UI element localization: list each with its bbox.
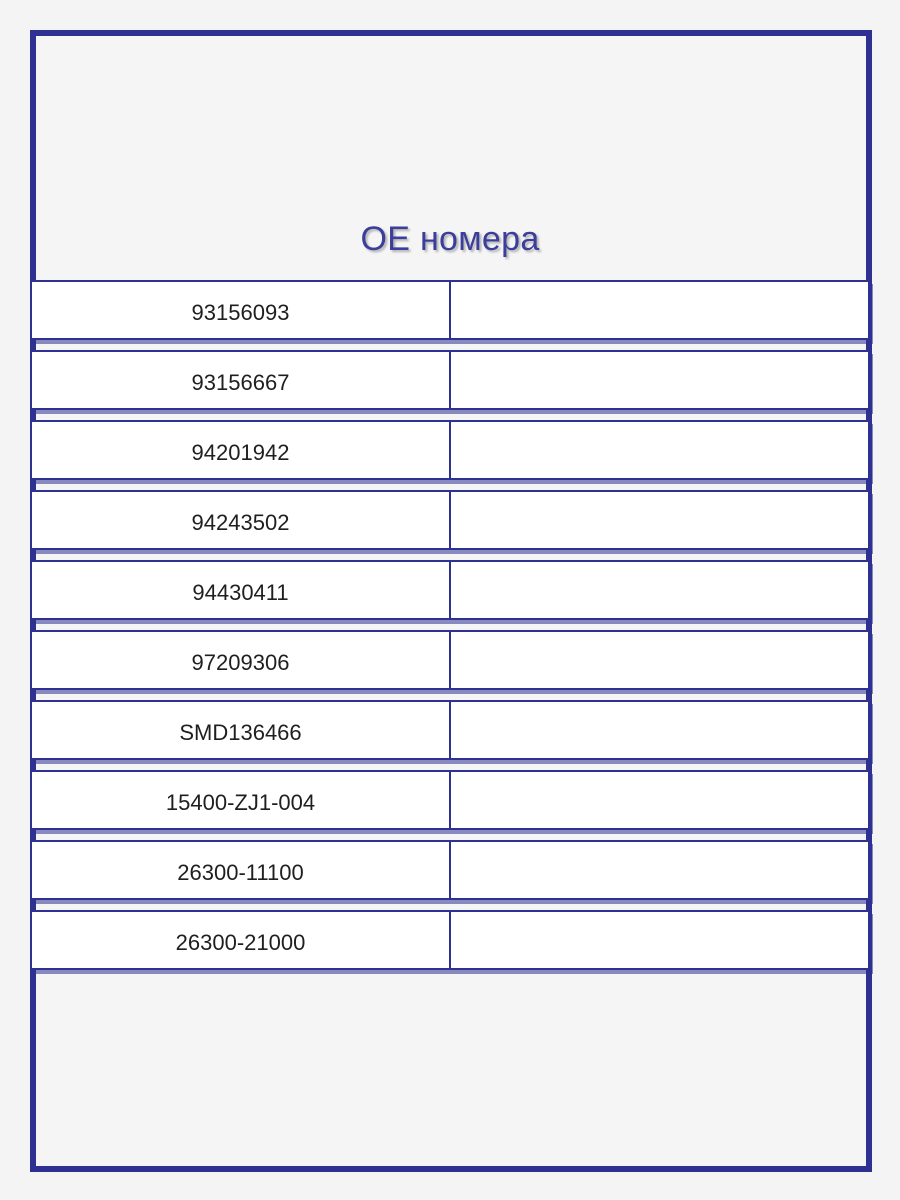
- empty-cell: [451, 912, 868, 968]
- oe-code-cell: 94201942: [32, 422, 451, 478]
- empty-cell: [451, 422, 868, 478]
- oe-code-cell: 93156093: [32, 282, 451, 338]
- table-row: [30, 280, 870, 340]
- empty-cell: [451, 352, 868, 408]
- table-row: [30, 910, 870, 970]
- table-row: [30, 630, 870, 690]
- oe-code-cell: 26300-11100: [32, 842, 451, 898]
- oe-code-cell: 97209306: [32, 632, 451, 688]
- oe-code-cell: 93156667: [32, 352, 451, 408]
- table-row: [30, 420, 870, 480]
- empty-cell: [451, 772, 868, 828]
- oe-numbers-table: [30, 280, 870, 980]
- empty-cell: [451, 492, 868, 548]
- table-row: [30, 560, 870, 620]
- table-row: [30, 350, 870, 410]
- table-row: [30, 770, 870, 830]
- empty-cell: [451, 282, 868, 338]
- table-row: [30, 490, 870, 550]
- empty-cell: [451, 702, 868, 758]
- table-row: [30, 700, 870, 760]
- oe-code-cell: 15400-ZJ1-004: [32, 772, 451, 828]
- empty-cell: [451, 632, 868, 688]
- oe-code-cell: 94243502: [32, 492, 451, 548]
- oe-code-cell: 26300-21000: [32, 912, 451, 968]
- empty-cell: [451, 842, 868, 898]
- table-row: [30, 840, 870, 900]
- page-title: OE номера: [360, 220, 540, 258]
- empty-cell: [451, 562, 868, 618]
- oe-code-cell: 94430411: [32, 562, 451, 618]
- oe-code-cell: SMD136466: [32, 702, 451, 758]
